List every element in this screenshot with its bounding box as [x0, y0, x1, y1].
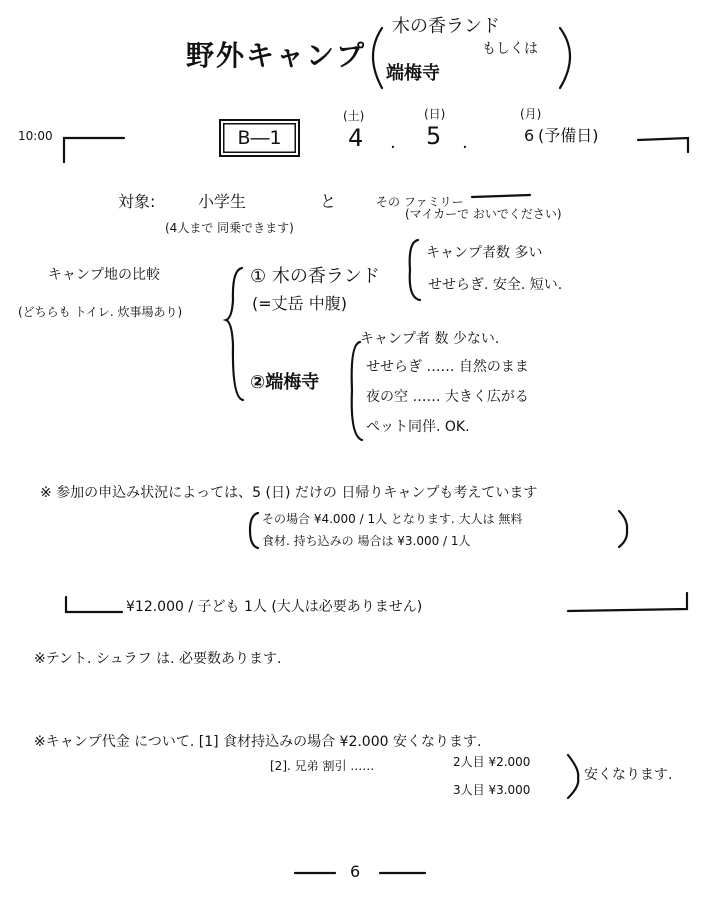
day2-date: 5 — [426, 122, 442, 150]
site1-point-1: キャンプ者数 多い — [426, 245, 543, 261]
venue-option-2: 端梅寺 — [386, 63, 440, 84]
start-time: 10:00 — [18, 129, 53, 143]
site1-point-2: せせらぎ. 安全. 短い. — [428, 277, 563, 293]
date-sep-2: . — [462, 132, 468, 153]
day1-date: 4 — [348, 124, 364, 152]
day3-weekday: (月) — [520, 107, 542, 121]
second-child-discount: 2人目 ¥2.000 — [453, 755, 531, 769]
site2-point-3: 夜の空 …… 大きく広がる — [366, 389, 529, 405]
notice-day-trip: ※ 参加の申込み状況によっては、5 (日) だけの 日帰りキャンプも考えています — [40, 485, 538, 501]
notice-day-trip-detail-2: 食材. 持ち込みの 場合は ¥3.000 / 1人 — [262, 534, 471, 548]
notice-fee-discount: ※キャンプ代金 について. [1] 食材持込みの場合 ¥2.000 安くなります. — [34, 734, 482, 750]
day1-weekday: (土) — [343, 109, 365, 123]
car-note: (マイカーで おいでください) — [405, 207, 562, 221]
seat-note: (4人まで 同乗できます) — [165, 221, 294, 235]
target-family: その ファミリー — [376, 195, 464, 209]
day3-note: (予備日) — [538, 126, 599, 145]
site1-name: ① 木の香ランド — [250, 266, 380, 287]
day3-date: 6 — [524, 126, 535, 145]
page-title: 野外キャンプ — [186, 39, 367, 72]
fee-line: ¥12.000 / 子ども 1人 (大人は必要ありません) — [126, 599, 423, 615]
day2-weekday: (日) — [424, 107, 446, 121]
sibling-discount-label: [2]. 兄弟 割引 …… — [270, 759, 375, 773]
course-code — [219, 119, 300, 157]
course-code-text: B―1 — [237, 127, 282, 149]
site2-point-2: せせらぎ …… 自然のまま — [366, 359, 529, 375]
target-value: 小学生 — [198, 192, 247, 211]
site2-point-1: キャンプ者 数 少ない. — [360, 331, 500, 347]
comparison-note: (どちらも トイレ. 炊事場あり) — [18, 305, 183, 319]
site2-name: ②端梅寺 — [250, 372, 320, 393]
venue-or: もしくは — [482, 41, 538, 57]
notice-equipment: ※テント. シュラフ は. 必要数あります. — [34, 651, 282, 667]
notice-day-trip-detail-1: その場合 ¥4.000 / 1人 となります. 大人は 無料 — [262, 512, 523, 526]
comparison-heading: キャンプ地の比較 — [48, 267, 160, 283]
page-number: 6 — [350, 862, 361, 881]
venue-option-1: 木の香ランド — [392, 16, 500, 37]
third-child-discount: 3人目 ¥3.000 — [453, 783, 531, 797]
discount-cheaper: 安くなります. — [584, 767, 673, 783]
target-and: と — [320, 192, 337, 211]
site2-point-4: ペット同伴. OK. — [366, 419, 470, 435]
date-sep-1: . — [390, 132, 396, 153]
site1-alias: (=丈岳 中腹) — [252, 294, 347, 313]
target-label: 対象: — [118, 192, 156, 211]
